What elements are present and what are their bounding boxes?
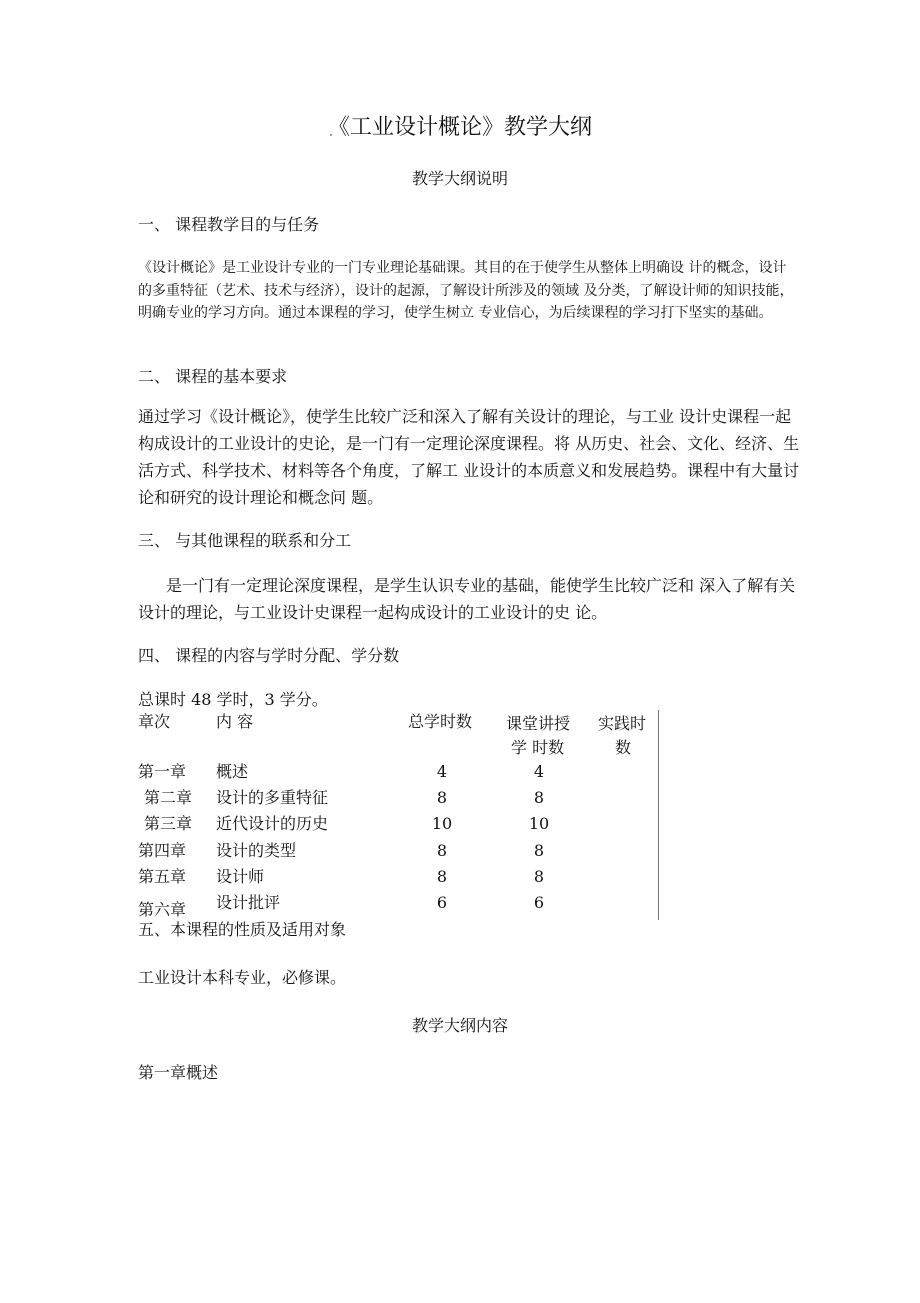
row-1-lecture: 4 — [533, 762, 545, 781]
heading-section-3: 三、 与其他课程的联系和分工 — [138, 531, 352, 550]
heading-section-2: 二、 课程的基本要求 — [138, 367, 288, 386]
paragraph-section-2: 通过学习《设计概论》，使学生比较广泛和深入了解有关设计的理论，与工业 设计史课程一起构成设计的工业设计的史论，是一门有一定理论深度课程。将 从历史、社会、文化、经济、生活方式、科学技术、材料等各个角度，了解工 业设计的本质意义和发展趋势。课程中有大量讨论和研究的设计理论和概念问 题。 — [138, 407, 800, 507]
row-3-lecture: 10 — [528, 814, 550, 833]
row-4-total: 8 — [436, 841, 448, 860]
paragraph-section-5: 工业设计本科专业，必修课。 — [138, 968, 347, 987]
row-6-content: 设计批评 — [216, 893, 281, 912]
row-4-lecture: 8 — [533, 841, 545, 860]
row-5-total: 8 — [436, 867, 448, 886]
row-6-chapter: 第六章 — [138, 900, 187, 919]
row-3-chapter: 第三章 — [144, 814, 193, 833]
row-5-chapter: 第五章 — [138, 867, 187, 886]
header-total-hours: 总学时数 — [408, 712, 473, 731]
section-title-content: 教学大纲内容 — [411, 1016, 508, 1035]
header-practice-line2: 数 — [615, 738, 632, 757]
row-3-content: 近代设计的历史 — [216, 814, 329, 833]
chapter-1-heading: 第一章概述 — [138, 1063, 219, 1082]
row-6-total: 6 — [436, 893, 448, 912]
row-4-chapter: 第四章 — [138, 841, 187, 860]
row-3-total: 10 — [431, 814, 453, 833]
row-2-lecture: 8 — [533, 788, 545, 807]
header-content: 内 容 — [216, 712, 254, 731]
heading-section-5: 五、本课程的性质及适用对象 — [138, 920, 347, 939]
row-2-chapter: 第二章 — [144, 788, 193, 807]
total-hours-note: 总课时 48 学时，3 学分。 — [138, 690, 328, 709]
row-2-total: 8 — [436, 788, 448, 807]
paragraph-section-1: 《设计概论》是工业设计专业的一门专业理论基础课。其目的在于使学生从整体上明确设 计的概念，设计的多重特征（艺术、技术与经济），设计的起源，了解设计所涉及的领域 及分类，了解设计师的知识技能，明确专业的学习方向。通过本课程的学习，使学生树立 专业信心，为后续课程的学习打下坚实的基础。 — [138, 260, 794, 321]
header-practice-line1: 实践时 — [598, 714, 647, 733]
header-lecture-line2: 学 时数 — [511, 738, 565, 757]
row-1-chapter: 第一章 — [138, 762, 187, 781]
row-1-total: 4 — [436, 762, 448, 781]
row-5-lecture: 8 — [533, 867, 545, 886]
paragraph-section-3: 是一门有一定理论深度课程，是学生认识专业的基础，能使学生比较广泛和 深入了解有关设计的理论，与工业设计史课程一起构成设计的工业设计的史 论。 — [138, 576, 796, 622]
row-1-content: 概述 — [216, 762, 249, 781]
row-2-content: 设计的多重特征 — [216, 788, 329, 807]
page-title: 《工业设计概论》教学大纲 — [327, 115, 592, 140]
section-title-explain: 教学大纲说明 — [411, 169, 508, 188]
table-right-border — [658, 710, 659, 920]
heading-section-4: 四、 课程的内容与学时分配、学分数 — [138, 646, 400, 665]
row-4-content: 设计的类型 — [216, 841, 297, 860]
header-chapter: 章次 — [138, 712, 171, 731]
header-lecture-line1: 课堂讲授 — [506, 714, 571, 733]
row-5-content: 设计师 — [216, 867, 265, 886]
heading-section-1: 一、 课程教学目的与任务 — [138, 215, 320, 234]
row-6-lecture: 6 — [533, 893, 545, 912]
